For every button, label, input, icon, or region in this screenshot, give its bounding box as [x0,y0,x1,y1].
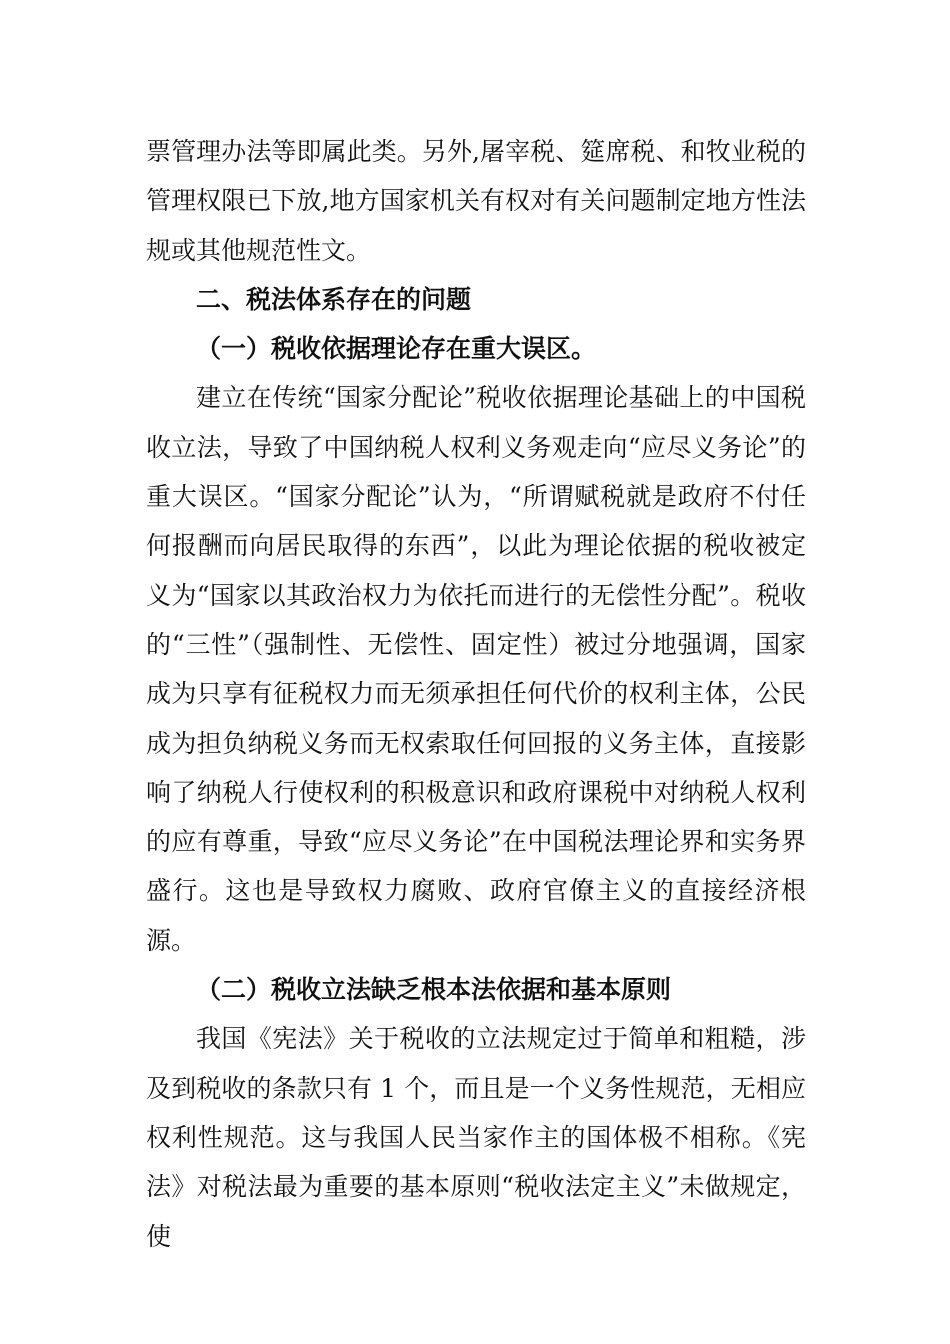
subsection-heading-1: （一）税收依据理论存在重大误区。 [196,334,597,364]
paragraph-tax-theory: 建立在传统“国家分配论”税收依据理论基础上的中国税收立法，导致了中国纳税人权利义务观走向“应尽义务论”的重大误区。“国家分配论”认为，“所谓赋税就是政府不付任何报酬而向居民取得的东西”，以此为理论依据的税收被定义为“国家以其政治权力为依托而进行的无偿性分配”。税收的“三性”（强制性、无偿性、固定性）被过分地强调，国家成为只享有征税权力而无须承担任何代价的权利主体，公民成为担负纳税义务而无权索取任何回报的义务主体，直接影响了纳税人行使权利的积极意识和政府课税中对纳税人权利的应有尊重，导致“应尽义务论”在中国税法理论界和实务界盛行。这也是导致权力腐败、政府官僚主义的直接经济根源。 [146,383,806,955]
paragraph-constitution: 我国《宪法》关于税收的立法规定过于简单和粗糙，涉及到税收的条款只有 1 个，而且是一个义务性规范，无相应权利性规范。这与我国人民当家作主的国体极不相称。《宪法》对税法最为重要的基本原则“税收法定主义”未做规定，使 [146,1024,806,1251]
document-body [146,127,806,1261]
subsection-heading-2: （二）税收立法缺乏根本法依据和基本原则 [196,975,672,1005]
paragraph-continuation: 票管理办法等即属此类。另外,屠宰税、筵席税、和牧业税的管理权限已下放,地方国家机关有权对有关问题制定地方性法规或其他规范性文。 [146,137,806,265]
section-heading-problems: 二、税法体系存在的问题 [196,284,472,314]
